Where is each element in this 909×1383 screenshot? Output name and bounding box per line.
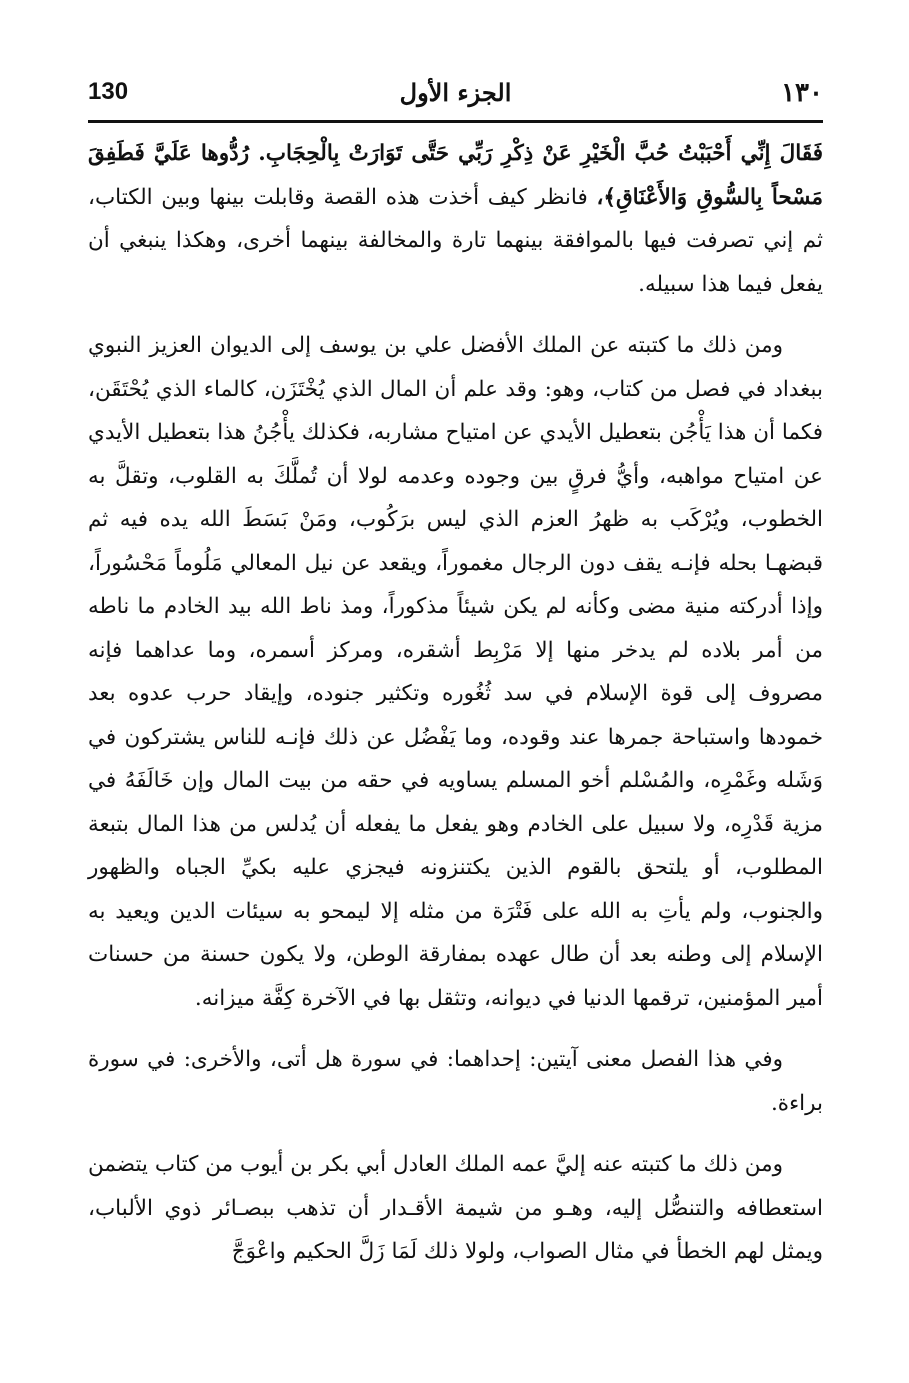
- paragraph-4: ومن ذلك ما كتبته عنه إليَّ عمه الملك العادل أبي بكر بن أيوب من كتاب يتضمن استعطافه والتنصُّل إليه، وهـو من شيمة الأقـدار أن تذهب ببصـائر ذوي الألباب، ويمثل لهم الخطأ في مثال الصواب، ولولا ذلك لَمَا زَلَّ الحكيم واعْوَجَّ: [88, 1152, 823, 1264]
- quran-verse: فَقَالَ إِنِّي أَحْبَبْتُ حُبَّ الْخَيْرِ عَنْ ذِكْرِ رَبِّي حَتَّى تَوَارَتْ بِالْحِجَابِ. رُدُّوها عَلَيَّ فَطَفِقَ مَسْحاً بِالسُّوقِ وَالأَعْنَاقِ﴾،: [88, 141, 824, 210]
- header-rule: [88, 120, 823, 123]
- running-title: الجزء الأول: [399, 78, 512, 107]
- paragraph-3: وفي هذا الفصل معنى آيتين: إحداهما: في سورة هل أتى، والأخرى: في سورة براءة.: [88, 1047, 823, 1116]
- paragraph-1: [88, 132, 823, 306]
- page-body: [88, 132, 823, 1274]
- paragraph-text: فانظر كيف أخذت هذه القصة وقابلت بينها وبين الكتاب، ثم إني تصرفت فيها بالموافقة بينهما تارة والمخالفة بينهما أخرى، وهكذا ينبغي أن يفعل فيما هذا سبيله.: [88, 184, 823, 297]
- page-number-latin: 130: [88, 78, 129, 105]
- paragraph-2: ومن ذلك ما كتبته عن الملك الأفضل علي بن يوسف إلى الديوان العزيز النبوي ببغداد في فصل من كتاب، وهو: وقد علم أن المال الذي يُخْتَزَن، كالماء الذي يُحْتَقَن، فكما أن هذا يَأْجُن بتعطيل الأيدي عن امتياح مشاربه، فكذلك يأْجُنُ هذا بتعطيل الأيدي عن امتياح مواهبه، وأيُّ فرقٍ بين وجوده وعدمه لولا أن تُملَّكَ به القلوب، وتقلَّ به الخطوب، ويُرْكَب به ظهرُ العزم الذي ليس برَكُوب، ومَنْ بَسَطَ الله يده فيه ثم قبضهـا بحله فإنـه يقف دون الرجال مغموراً، ويقعد عن نيل المعالي مَلُوماً مَحْسُوراً، وإذا أدركته منية مضى وكأنه لم يكن شيئاً مذكوراً، ومذ ناط الله بيد الخادم ما ناطه من أمر بلاده لم يدخر منها إلا مَرْبِط أشقره، ومركز أسمره، وما عداهما فإنه مصروف إلى قوة الإسلام في سد ثُغُوره وتكثير جنوده، وإيقاد حرب عدوه بعد خمودها واستباحة جمرها عند وقوده، وما يَفْضُل عن ذلك فإنـه للناس يشتركون في وَشَله وغَمْرِه، والمُسْلم أخو المسلم يساويه في حقه من بيت المال وإن خَالَفَهُ في مزية قَدْرِه، ولا سبيل على الخادم وهو يفعل ما يفعله أن يُدلس من هذا المال بتبعة المطلوب، أو يلتحق بالقوم الذين يكتنزونه فيجزي عليه بكيِّ الجباه والظهور والجنوب، ولم يأتِ به الله على فَتْرَة من مثله إلا ليمحو به سيئات الدين ويعيد به الإسلام إلى وطنه بعد أن طال عهده بمفارقة الوطن، ولا يكون حسنة من حسنات أمير المؤمنين، ترقمها الدنيا في ديوانه، وتثقل بها في الآخرة كِفَّة ميزانه.: [88, 333, 823, 1011]
- page-header: [88, 78, 823, 118]
- page-number-arabic: ١٣٠: [781, 78, 823, 108]
